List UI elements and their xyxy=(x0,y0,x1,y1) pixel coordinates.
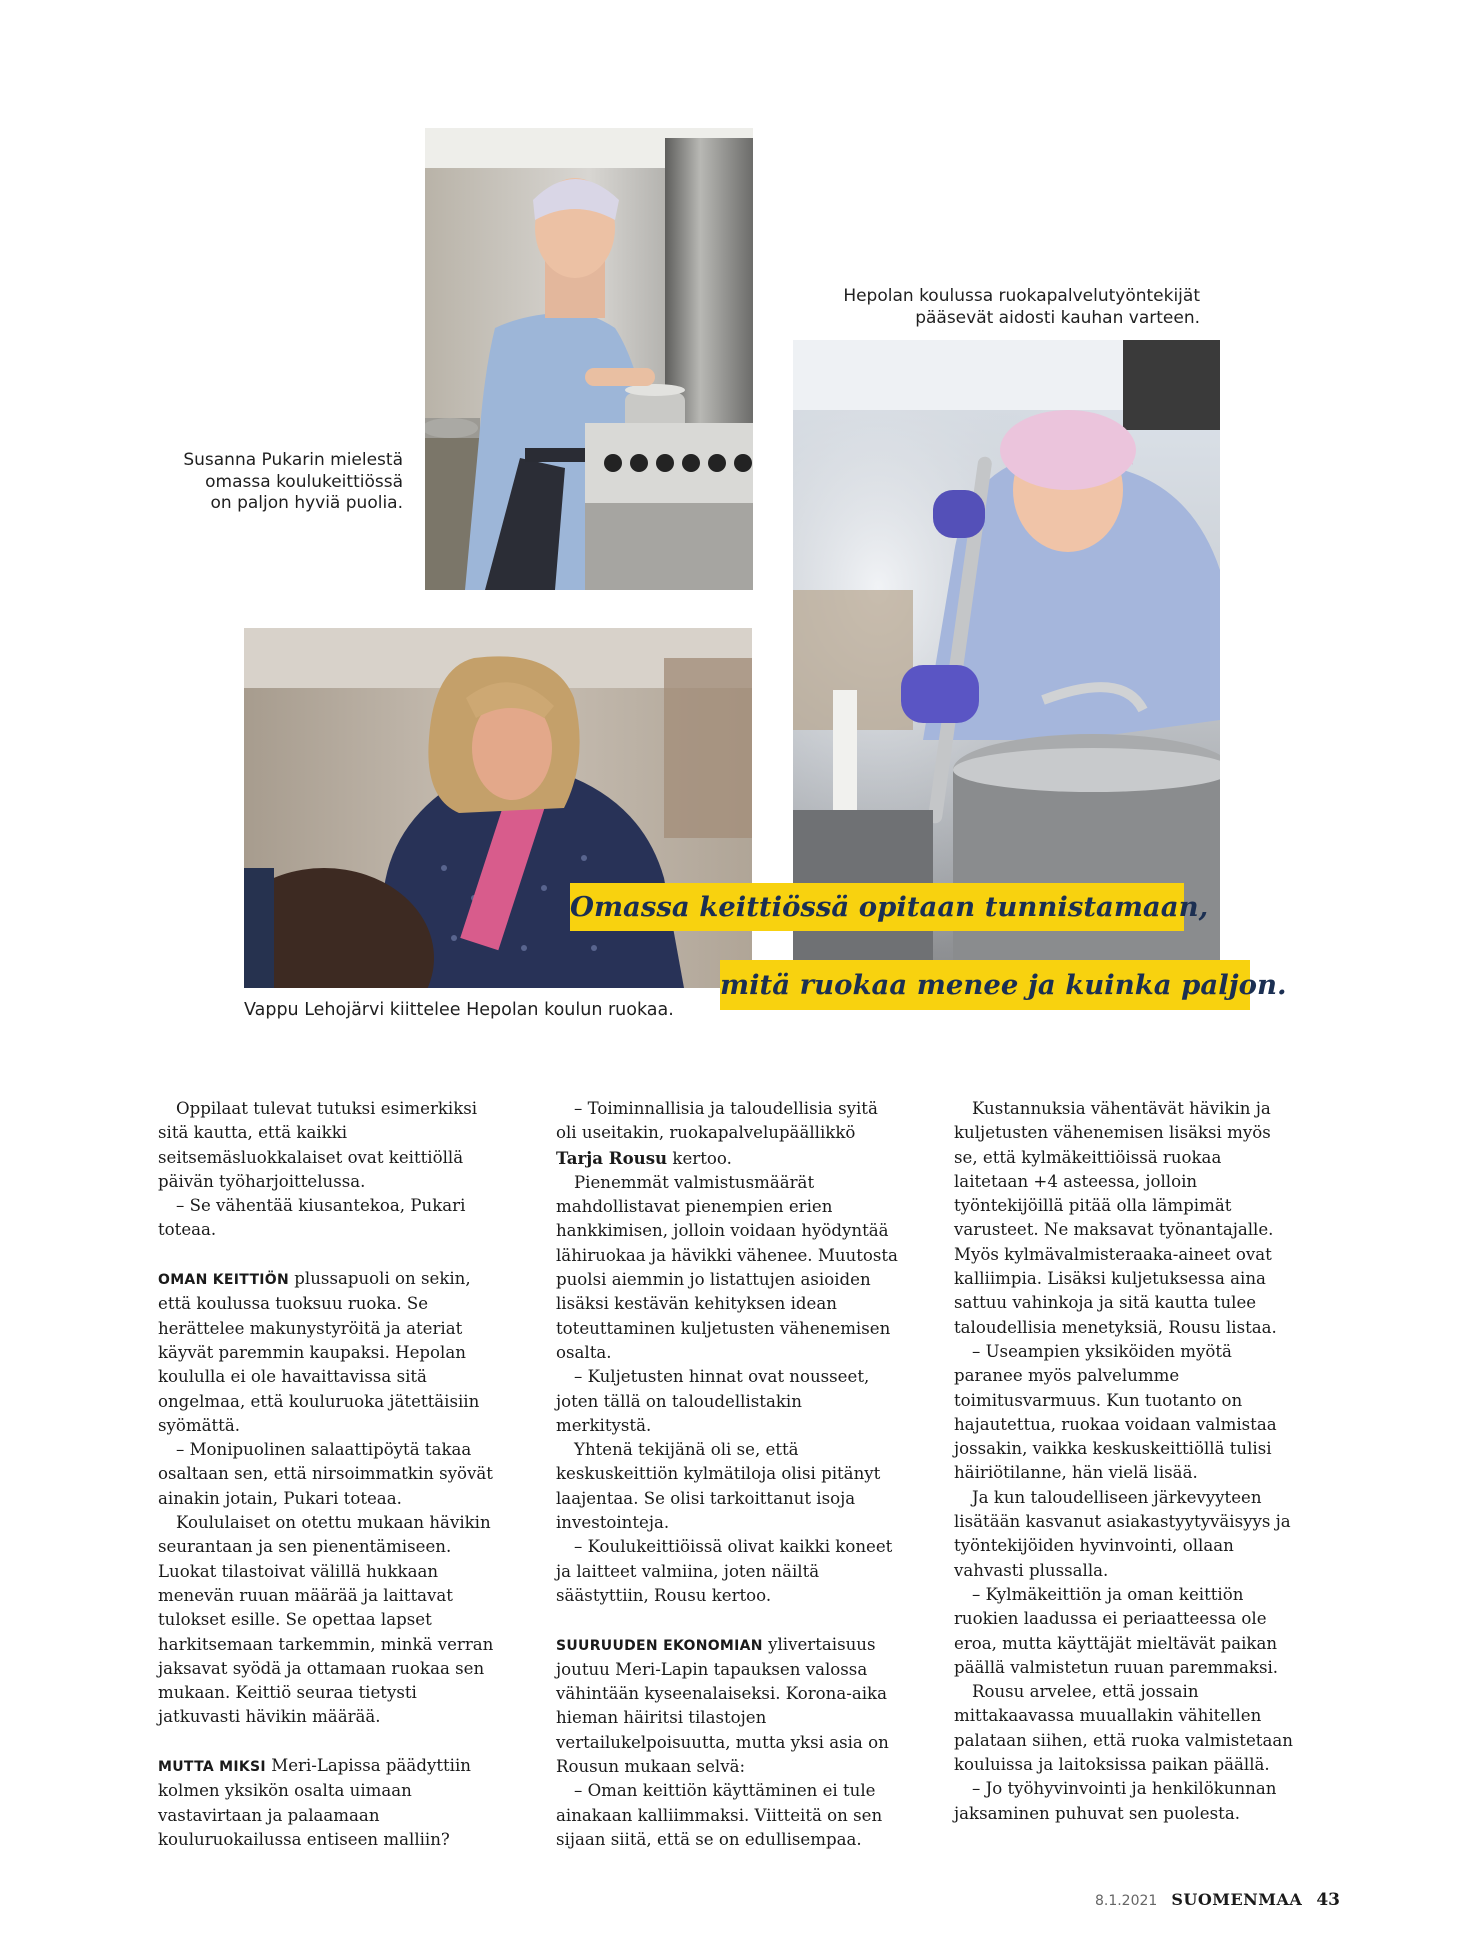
photo-susanna-pukari xyxy=(425,128,753,590)
article-column-1 xyxy=(158,1097,500,1852)
paragraph: Kustannuksia vähentävät hävikin ja kuljetusten vähenemisen lisäksi myös se, että kylmäkeittiöissä ruokaa laitetaan +4 asteessa, jolloin työntekijöillä pitää olla lämpimät varusteet. Ne maksavat työnantajalle. Myös kylmävalmisteraaka-aineet ovat kalliimpia. Lisäksi kuljetuksessa aina sattuu vahinkoja ja sitä kautta tulee taloudellisia menetyksiä, Rousu listaa. xyxy=(954,1099,1277,1337)
paragraph xyxy=(556,1633,898,1780)
paragraph: Koululaiset on otettu mukaan hävikin seurantaan ja sen pienentämiseen. Luokat tilastoivat välillä hukkaan menevän ruuan määrää ja laittavat tulokset esille. Se opettaa lapset harkitsemaan tarkemmin, minkä verran jaksavat syödä ja ottamaan ruokaa sen mukaan. Keittiö seuraa tietysti jatkuvasti hävikin määrää. xyxy=(158,1513,494,1727)
paragraph-text: ylivertaisuus joutuu Meri-Lapin tapauksen valossa vähintään kyseenalaiseksi. Korona-aika hieman häiritsi tilastojen vertailukelpoisuutta, mutta yksi asia on Rousun mukaan selvä: xyxy=(556,1634,889,1777)
section-lead: MUTTA MIKSI xyxy=(158,1759,266,1776)
photo-vappu-lehojarvi xyxy=(244,628,752,988)
pullquote-line-1: Omassa keittiössä opitaan tunnistamaan, xyxy=(570,883,1184,931)
paragraph: Oppilaat tulevat tutuksi esimerkiksi sitä kautta, että kaikki seitsemäsluokkalaiset ovat keittiöllä päivän työharjoittelussa. xyxy=(158,1099,478,1191)
paragraph: – Koulukeittiöissä olivat kaikki koneet ja laitteet valmiina, joten näiltä säästyttiin, Rousu kertoo. xyxy=(556,1537,893,1605)
paragraph xyxy=(158,1754,500,1852)
caption-kitchen-workers: Hepolan koulussa ruokapalvelutyöntekijät pääsevät aidosti kauhan varteen. xyxy=(843,286,1200,328)
page-number: 43 xyxy=(1316,1890,1340,1910)
section-lead: OMAN KEITTIÖN xyxy=(158,1272,290,1289)
article-column-2 xyxy=(556,1097,898,1852)
publication-name: SUOMENMAA xyxy=(1171,1890,1303,1909)
paragraph: – Kylmäkeittiön ja oman keittiön ruokien laadussa ei periaatteessa ole eroa, mutta käyttäjät mieltävät paikan päällä valmistetun ruuan paremmaksi. xyxy=(954,1584,1279,1677)
paragraph: – Kuljetusten hinnat ovat nousseet, joten tällä on taloudellistakin merkitystä. xyxy=(556,1367,870,1435)
paragraph: – Jo työhyvinvointi ja henkilökunnan jaksaminen puhuvat sen puolesta. xyxy=(954,1779,1277,1823)
photo-kitchen-worker xyxy=(793,340,1220,960)
paragraph: Ja kun taloudelliseen järkevyyteen lisätään kasvanut asiakastyytyväisyys ja työntekijöiden hyvinvointi, ollaan vahvasti plussalla. xyxy=(954,1487,1291,1580)
paragraph-text: Meri-Lapissa päädyttiin kolmen yksikön osalta uimaan vastavirtaan ja palaamaan kouluruokailussa entiseen malliin? xyxy=(158,1756,471,1849)
article-column-3 xyxy=(954,1097,1296,1826)
paragraph: – Useampien yksiköiden myötä paranee myös palvelumme toimitusvarmuus. Kun tuotanto on hajautettua, ruokaa voidaan valmistaa jossakin, vaikka keskuskeittiöllä tulisi häiriötilanne, hän vielä lisää. xyxy=(954,1341,1277,1483)
paragraph-text: – Toiminnallisia ja taloudellisia syitä oli useitakin, ruokapalvelupäällikkö xyxy=(556,1099,878,1143)
paragraph: Rousu arvelee, että jossain mittakaavassa muuallakin vähitellen palataan siihen, että ruoka valmistetaan kouluissa ja laitoksissa paikan päällä. xyxy=(954,1682,1293,1775)
paragraph xyxy=(556,1097,898,1171)
paragraph: – Oman keittiön käyttäminen ei tule ainakaan kalliimmaksi. Viitteitä on sen sijaan siitä, että se on edullisempaa. xyxy=(556,1781,883,1849)
caption-susanna-pukari: Susanna Pukarin mielestä omassa koulukeittiössä on paljon hyviä puolia. xyxy=(183,450,403,513)
paragraph: – Monipuolinen salaattipöytä takaa osaltaan sen, että nirsoimmatkin syövät ainakin jotain, Pukari toteaa. xyxy=(158,1440,493,1508)
paragraph: Pienemmät valmistusmäärät mahdollistavat pienempien erien hankkimisen, jolloin voidaan hyödyntää lähiruokaa ja hävikki vähenee. Muutosta puolsi aiemmin jo listattujen asioiden lisäksi kestävän kehityksen idean toteuttaminen kuljetusten vähenemisen osalta. xyxy=(556,1172,898,1362)
person-name: Tarja Rousu xyxy=(556,1147,668,1168)
caption-vappu-lehojarvi: Vappu Lehojärvi kiittelee Hepolan koulun ruokaa. xyxy=(244,1000,674,1020)
issue-date: 8.1.2021 xyxy=(1094,1893,1158,1909)
pullquote-line-2: mitä ruokaa menee ja kuinka paljon. xyxy=(720,960,1250,1010)
paragraph-text: kertoo. xyxy=(667,1148,732,1168)
page-footer xyxy=(1095,1890,1340,1910)
paragraph-text: plussapuoli on sekin, että koulussa tuoksuu ruoka. Se herättelee makunystyröitä ja ateriat käyvät paremmin kaupaksi. Hepolan koululla ei ole havaittavissa sitä ongelmaa, että kouluruoka jätettäisiin syömättä. xyxy=(158,1269,480,1435)
paragraph xyxy=(158,1267,500,1438)
paragraph: Yhtenä tekijänä oli se, että keskuskeittiön kylmätiloja olisi pitänyt laajentaa. Se olisi tarkoittanut isoja investointeja. xyxy=(556,1440,881,1533)
paragraph: – Se vähentää kiusantekoa, Pukari toteaa. xyxy=(158,1196,466,1240)
section-lead: SUURUUDEN EKONOMIAN xyxy=(556,1637,763,1654)
